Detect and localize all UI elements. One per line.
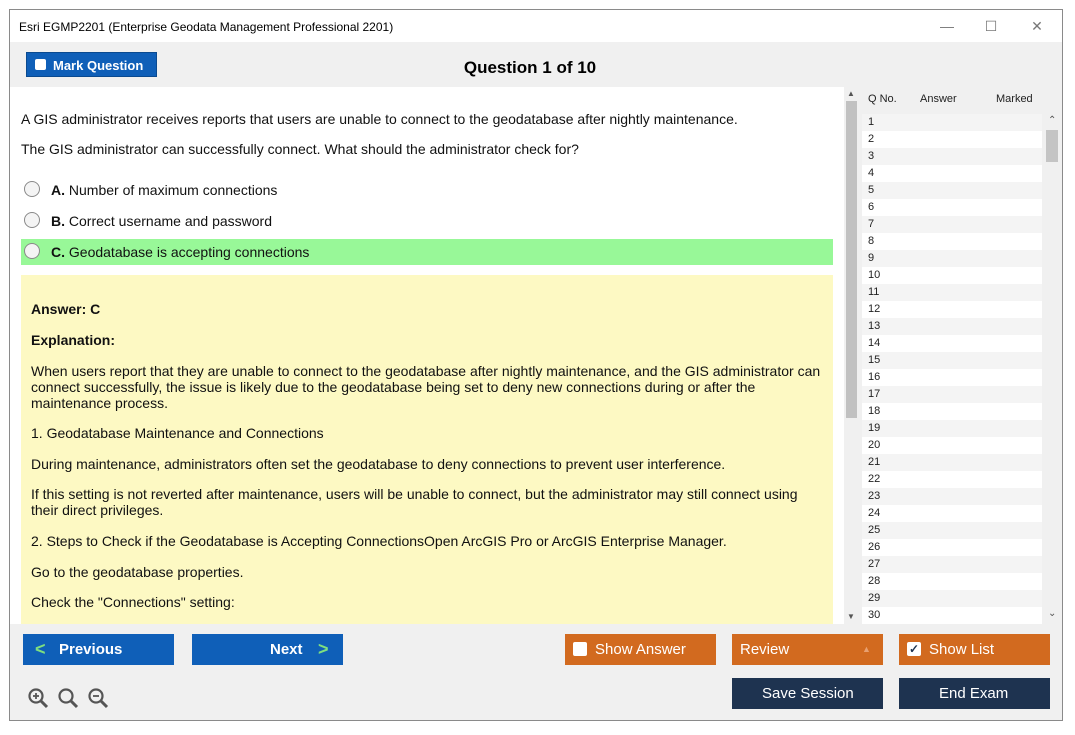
question-list-row[interactable] [862, 369, 1042, 386]
question-list-row[interactable] [862, 437, 1042, 454]
question-list-row-number: 9 [868, 252, 875, 264]
show-answer-button[interactable] [565, 634, 716, 665]
next-label: Next [270, 641, 303, 658]
answer-explanation-box [21, 275, 833, 624]
option-a[interactable] [21, 177, 833, 203]
next-button[interactable] [192, 634, 343, 665]
question-list-row[interactable] [862, 505, 1042, 522]
option-c[interactable] [21, 239, 833, 265]
save-session-label: Save Session [762, 685, 854, 702]
zoom-reset-icon[interactable] [57, 687, 79, 709]
question-list-row[interactable] [862, 114, 1042, 131]
question-list-row-number: 5 [868, 184, 875, 196]
close-icon[interactable]: ✕ [1031, 18, 1043, 34]
question-list-row[interactable] [862, 403, 1042, 420]
option-b-radio[interactable] [24, 212, 40, 228]
content-scroll-down-icon[interactable]: ▼ [847, 612, 855, 621]
option-b-letter: B. [51, 213, 65, 229]
question-list-row-number: 21 [868, 456, 881, 468]
question-text-line2: The GIS administrator can successfully connect. What should the administrator check for? [21, 141, 579, 157]
option-b[interactable] [21, 208, 833, 234]
question-list-panel [862, 87, 1060, 624]
question-list-row-number: 2 [868, 133, 875, 145]
option-c-letter: C. [51, 244, 65, 260]
question-list-row[interactable] [862, 420, 1042, 437]
option-c-radio[interactable] [24, 243, 40, 259]
list-header-answer: Answer [920, 93, 957, 105]
list-scroll-down-icon[interactable]: ⌄ [1048, 608, 1057, 619]
list-header-qno: Q No. [868, 93, 897, 105]
question-list-row[interactable] [862, 386, 1042, 403]
zoom-out-icon[interactable] [87, 687, 109, 709]
question-list-row[interactable] [862, 216, 1042, 233]
end-exam-button[interactable] [899, 678, 1050, 709]
question-list-row-number: 17 [868, 388, 881, 400]
question-list-row[interactable] [862, 318, 1042, 335]
question-list-row-number: 13 [868, 320, 881, 332]
question-list-row-number: 12 [868, 303, 881, 315]
question-list-row[interactable] [862, 607, 1042, 624]
question-list-row-number: 20 [868, 439, 881, 451]
review-label: Review [740, 641, 790, 658]
question-list-row[interactable] [862, 590, 1042, 607]
option-a-text: Number of maximum connections [68, 182, 278, 198]
question-list-row-number: 27 [868, 558, 881, 570]
end-exam-label: End Exam [939, 685, 1009, 702]
option-a-radio[interactable] [24, 181, 40, 197]
question-list-row[interactable] [862, 539, 1042, 556]
question-list-row[interactable] [862, 250, 1042, 267]
question-list-row[interactable] [862, 335, 1042, 352]
review-dropdown[interactable] [732, 634, 883, 665]
question-list-row-number: 29 [868, 592, 881, 604]
question-list-row[interactable] [862, 148, 1042, 165]
answer-line: Answer: C [31, 301, 101, 317]
question-list-row-number: 3 [868, 150, 875, 162]
previous-label: Previous [59, 641, 123, 658]
question-list-row-number: 26 [868, 541, 881, 553]
question-list-row-number: 8 [868, 235, 875, 247]
show-answer-label: Show Answer [595, 641, 686, 658]
question-list-row-number: 10 [868, 269, 881, 281]
chevron-right-icon: > [318, 639, 329, 659]
question-list-row[interactable] [862, 573, 1042, 590]
question-list-row-number: 22 [868, 473, 881, 485]
question-list-rows [862, 114, 1042, 624]
chevron-left-icon: < [35, 639, 46, 659]
previous-button[interactable] [23, 634, 174, 665]
show-list-button[interactable] [899, 634, 1050, 665]
question-list-row-number: 14 [868, 337, 881, 349]
question-list-row-number: 16 [868, 371, 881, 383]
question-list-row-number: 6 [868, 201, 875, 213]
mark-question-label: Mark Question [53, 58, 144, 73]
list-header-marked: Marked [996, 93, 1033, 105]
maximize-icon[interactable]: ☐ [984, 18, 998, 34]
question-list-row[interactable] [862, 522, 1042, 539]
question-list-row-number: 1 [868, 116, 875, 128]
question-list-row-number: 15 [868, 354, 881, 366]
zoom-in-icon[interactable] [27, 687, 49, 709]
app-window [9, 9, 1063, 721]
question-list-row-number: 7 [868, 218, 875, 230]
list-scroll-up-icon[interactable]: ⌃ [1048, 115, 1057, 126]
question-list-row[interactable] [862, 471, 1042, 488]
explanation-label: Explanation: [31, 332, 116, 348]
show-list-label: Show List [929, 641, 995, 658]
question-list-row[interactable] [862, 165, 1042, 182]
explanation-para-3: During maintenance, administrators often set the geodatabase to deny connections to prevent user interference. [31, 456, 726, 472]
show-list-checkbox[interactable]: ✓ [908, 642, 920, 656]
question-list-row-number: 11 [868, 286, 880, 298]
question-list-row-number: 25 [868, 524, 881, 536]
save-session-button[interactable] [732, 678, 883, 709]
question-list-row[interactable] [862, 267, 1042, 284]
explanation-para-2: 1. Geodatabase Maintenance and Connections [31, 425, 324, 441]
question-list-row-number: 23 [868, 490, 881, 502]
option-b-text: Correct username and password [68, 213, 272, 229]
explanation-para-7: Check the "Connections" setting: [31, 594, 235, 610]
question-list-row[interactable] [862, 488, 1042, 505]
question-list-row-number: 19 [868, 422, 881, 434]
explanation-para-1: When users report that they are unable to connect to the geodatabase after nightly maintenance, and the GIS administrator can connect successfully, the issue is likely due to the geodatabase being set to deny new connections during or after the maintenance process. [31, 363, 821, 411]
question-content [10, 87, 859, 624]
minimize-icon[interactable]: — [940, 18, 954, 34]
question-list-row-number: 30 [868, 609, 881, 621]
question-list-row[interactable] [862, 199, 1042, 216]
question-list-row-number: 4 [868, 167, 875, 179]
question-list-row[interactable] [862, 182, 1042, 199]
question-list-row-number: 24 [868, 507, 881, 519]
explanation-para-5: 2. Steps to Check if the Geodatabase is Accepting ConnectionsOpen ArcGIS Pro or ArcGIS Enterprise Manager. [31, 533, 727, 549]
content-scroll-thumb[interactable] [846, 101, 857, 418]
question-title: Question 1 of 10 [463, 58, 597, 77]
title-bar [10, 10, 1062, 42]
content-scrollbar[interactable] [844, 87, 859, 624]
dropdown-arrow-icon: ▲ [862, 644, 871, 654]
question-list-row[interactable] [862, 352, 1042, 369]
option-c-text: Geodatabase is accepting connections [68, 244, 310, 260]
question-list-row-number: 18 [868, 405, 881, 417]
window-title: Esri EGMP2201 (Enterprise Geodata Management Professional 2201) [19, 20, 394, 34]
content-scroll-up-icon[interactable]: ▲ [847, 89, 855, 98]
question-list-row[interactable] [862, 284, 1042, 301]
question-text-line1: A GIS administrator receives reports that users are unable to connect to the geodatabase after nightly maintenance. [21, 111, 738, 127]
question-list-row-number: 28 [868, 575, 881, 587]
question-list-row[interactable] [862, 233, 1042, 250]
question-list-row[interactable] [862, 131, 1042, 148]
list-scrollbar[interactable] [1044, 114, 1060, 624]
question-list-row[interactable] [862, 301, 1042, 318]
explanation-para-6: Go to the geodatabase properties. [31, 564, 244, 580]
question-list-row[interactable] [862, 454, 1042, 471]
explanation-para-4: If this setting is not reverted after maintenance, users will be unable to connect, but the administrator may still connect using their direct privileges. [31, 486, 798, 518]
question-list-row[interactable] [862, 556, 1042, 573]
show-answer-checkbox[interactable] [573, 642, 587, 656]
option-a-letter: A. [51, 182, 65, 198]
list-scroll-thumb[interactable] [1046, 130, 1058, 162]
